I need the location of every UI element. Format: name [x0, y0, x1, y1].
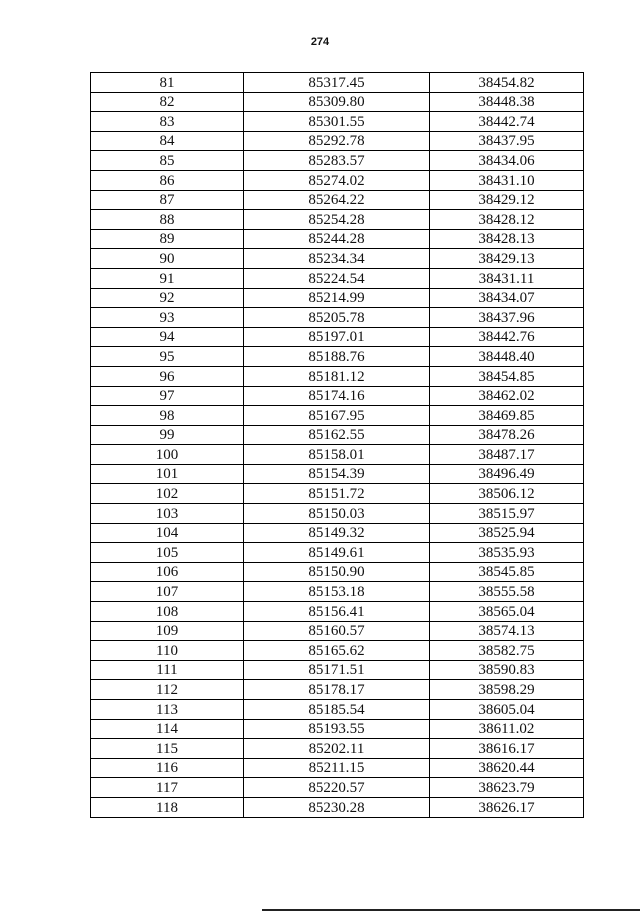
- x-coordinate-cell: 85162.55: [244, 425, 430, 445]
- table-row: [91, 523, 584, 543]
- x-coordinate-cell: 85154.39: [244, 464, 430, 484]
- table-row: [91, 582, 584, 602]
- point-number-cell: 103: [91, 504, 244, 524]
- y-coordinate-cell: 38582.75: [430, 641, 584, 661]
- table-row: [91, 425, 584, 445]
- y-coordinate-cell: 38496.49: [430, 464, 584, 484]
- point-number-cell: 109: [91, 621, 244, 641]
- y-coordinate-cell: 38442.76: [430, 327, 584, 347]
- point-number-cell: 94: [91, 327, 244, 347]
- table-row: [91, 249, 584, 269]
- x-coordinate-cell: 85197.01: [244, 327, 430, 347]
- table-row: [91, 445, 584, 465]
- y-coordinate-cell: 38611.02: [430, 719, 584, 739]
- point-number-cell: 118: [91, 797, 244, 817]
- table-row: [91, 366, 584, 386]
- x-coordinate-cell: 85178.17: [244, 680, 430, 700]
- table-row: [91, 190, 584, 210]
- point-number-cell: 95: [91, 347, 244, 367]
- bottom-rule: [262, 909, 640, 911]
- y-coordinate-cell: 38454.82: [430, 73, 584, 93]
- table-row: [91, 170, 584, 190]
- y-coordinate-cell: 38626.17: [430, 797, 584, 817]
- x-coordinate-cell: 85171.51: [244, 660, 430, 680]
- point-number-cell: 93: [91, 308, 244, 328]
- point-number-cell: 114: [91, 719, 244, 739]
- y-coordinate-cell: 38515.97: [430, 504, 584, 524]
- point-number-cell: 107: [91, 582, 244, 602]
- point-number-cell: 101: [91, 464, 244, 484]
- y-coordinate-cell: 38428.12: [430, 210, 584, 230]
- table-row: [91, 308, 584, 328]
- y-coordinate-cell: 38478.26: [430, 425, 584, 445]
- x-coordinate-cell: 85156.41: [244, 602, 430, 622]
- y-coordinate-cell: 38448.38: [430, 92, 584, 112]
- point-number-cell: 102: [91, 484, 244, 504]
- x-coordinate-cell: 85224.54: [244, 268, 430, 288]
- y-coordinate-cell: 38434.06: [430, 151, 584, 171]
- point-number-cell: 86: [91, 170, 244, 190]
- x-coordinate-cell: 85151.72: [244, 484, 430, 504]
- x-coordinate-cell: 85193.55: [244, 719, 430, 739]
- x-coordinate-cell: 85174.16: [244, 386, 430, 406]
- y-coordinate-cell: 38437.96: [430, 308, 584, 328]
- y-coordinate-cell: 38429.13: [430, 249, 584, 269]
- x-coordinate-cell: 85274.02: [244, 170, 430, 190]
- table-row: [91, 347, 584, 367]
- table-row: [91, 131, 584, 151]
- point-number-cell: 88: [91, 210, 244, 230]
- table-row: [91, 406, 584, 426]
- y-coordinate-cell: 38431.10: [430, 170, 584, 190]
- x-coordinate-cell: 85244.28: [244, 229, 430, 249]
- table-row: [91, 562, 584, 582]
- point-number-cell: 83: [91, 112, 244, 132]
- y-coordinate-cell: 38565.04: [430, 602, 584, 622]
- y-coordinate-cell: 38535.93: [430, 543, 584, 563]
- x-coordinate-cell: 85165.62: [244, 641, 430, 661]
- point-number-cell: 116: [91, 758, 244, 778]
- point-number-cell: 115: [91, 739, 244, 759]
- table-row: [91, 778, 584, 798]
- x-coordinate-cell: 85214.99: [244, 288, 430, 308]
- table-row: [91, 700, 584, 720]
- table-row: [91, 73, 584, 93]
- point-number-cell: 89: [91, 229, 244, 249]
- point-number-cell: 91: [91, 268, 244, 288]
- table-row: [91, 797, 584, 817]
- point-number-cell: 97: [91, 386, 244, 406]
- point-number-cell: 98: [91, 406, 244, 426]
- table-body: [91, 73, 584, 818]
- x-coordinate-cell: 85181.12: [244, 366, 430, 386]
- point-number-cell: 117: [91, 778, 244, 798]
- x-coordinate-cell: 85150.90: [244, 562, 430, 582]
- x-coordinate-cell: 85160.57: [244, 621, 430, 641]
- table-row: [91, 464, 584, 484]
- table-row: [91, 288, 584, 308]
- table-row: [91, 719, 584, 739]
- table-row: [91, 680, 584, 700]
- point-number-cell: 108: [91, 602, 244, 622]
- table-row: [91, 484, 584, 504]
- x-coordinate-cell: 85202.11: [244, 739, 430, 759]
- x-coordinate-cell: 85149.61: [244, 543, 430, 563]
- y-coordinate-cell: 38574.13: [430, 621, 584, 641]
- table-row: [91, 210, 584, 230]
- x-coordinate-cell: 85309.80: [244, 92, 430, 112]
- point-number-cell: 85: [91, 151, 244, 171]
- x-coordinate-cell: 85317.45: [244, 73, 430, 93]
- point-number-cell: 105: [91, 543, 244, 563]
- table-row: [91, 641, 584, 661]
- x-coordinate-cell: 85153.18: [244, 582, 430, 602]
- y-coordinate-cell: 38506.12: [430, 484, 584, 504]
- y-coordinate-cell: 38462.02: [430, 386, 584, 406]
- table-row: [91, 229, 584, 249]
- point-number-cell: 113: [91, 700, 244, 720]
- table-row: [91, 621, 584, 641]
- x-coordinate-cell: 85220.57: [244, 778, 430, 798]
- table-row: [91, 112, 584, 132]
- y-coordinate-cell: 38469.85: [430, 406, 584, 426]
- table-row: [91, 268, 584, 288]
- y-coordinate-cell: 38442.74: [430, 112, 584, 132]
- table-row: [91, 660, 584, 680]
- table-row: [91, 327, 584, 347]
- point-number-cell: 100: [91, 445, 244, 465]
- y-coordinate-cell: 38590.83: [430, 660, 584, 680]
- point-number-cell: 111: [91, 660, 244, 680]
- table-row: [91, 602, 584, 622]
- y-coordinate-cell: 38598.29: [430, 680, 584, 700]
- x-coordinate-cell: 85292.78: [244, 131, 430, 151]
- x-coordinate-cell: 85283.57: [244, 151, 430, 171]
- y-coordinate-cell: 38620.44: [430, 758, 584, 778]
- table-row: [91, 386, 584, 406]
- point-number-cell: 92: [91, 288, 244, 308]
- x-coordinate-cell: 85150.03: [244, 504, 430, 524]
- x-coordinate-cell: 85234.34: [244, 249, 430, 269]
- x-coordinate-cell: 85167.95: [244, 406, 430, 426]
- point-number-cell: 99: [91, 425, 244, 445]
- point-number-cell: 106: [91, 562, 244, 582]
- y-coordinate-cell: 38434.07: [430, 288, 584, 308]
- point-number-cell: 81: [91, 73, 244, 93]
- point-number-cell: 87: [91, 190, 244, 210]
- table-row: [91, 739, 584, 759]
- y-coordinate-cell: 38454.85: [430, 366, 584, 386]
- coordinates-table: [90, 72, 584, 818]
- y-coordinate-cell: 38623.79: [430, 778, 584, 798]
- point-number-cell: 104: [91, 523, 244, 543]
- x-coordinate-cell: 85149.32: [244, 523, 430, 543]
- y-coordinate-cell: 38428.13: [430, 229, 584, 249]
- x-coordinate-cell: 85230.28: [244, 797, 430, 817]
- table-row: [91, 758, 584, 778]
- point-number-cell: 82: [91, 92, 244, 112]
- x-coordinate-cell: 85264.22: [244, 190, 430, 210]
- y-coordinate-cell: 38429.12: [430, 190, 584, 210]
- page-number: 274: [310, 36, 330, 48]
- point-number-cell: 90: [91, 249, 244, 269]
- table-row: [91, 151, 584, 171]
- table-row: [91, 92, 584, 112]
- x-coordinate-cell: 85211.15: [244, 758, 430, 778]
- x-coordinate-cell: 85185.54: [244, 700, 430, 720]
- x-coordinate-cell: 85158.01: [244, 445, 430, 465]
- point-number-cell: 112: [91, 680, 244, 700]
- y-coordinate-cell: 38525.94: [430, 523, 584, 543]
- y-coordinate-cell: 38545.85: [430, 562, 584, 582]
- y-coordinate-cell: 38487.17: [430, 445, 584, 465]
- x-coordinate-cell: 85254.28: [244, 210, 430, 230]
- point-number-cell: 96: [91, 366, 244, 386]
- y-coordinate-cell: 38431.11: [430, 268, 584, 288]
- y-coordinate-cell: 38605.04: [430, 700, 584, 720]
- table-row: [91, 504, 584, 524]
- x-coordinate-cell: 85188.76: [244, 347, 430, 367]
- y-coordinate-cell: 38616.17: [430, 739, 584, 759]
- point-number-cell: 84: [91, 131, 244, 151]
- table-row: [91, 543, 584, 563]
- y-coordinate-cell: 38448.40: [430, 347, 584, 367]
- x-coordinate-cell: 85301.55: [244, 112, 430, 132]
- point-number-cell: 110: [91, 641, 244, 661]
- y-coordinate-cell: 38437.95: [430, 131, 584, 151]
- y-coordinate-cell: 38555.58: [430, 582, 584, 602]
- x-coordinate-cell: 85205.78: [244, 308, 430, 328]
